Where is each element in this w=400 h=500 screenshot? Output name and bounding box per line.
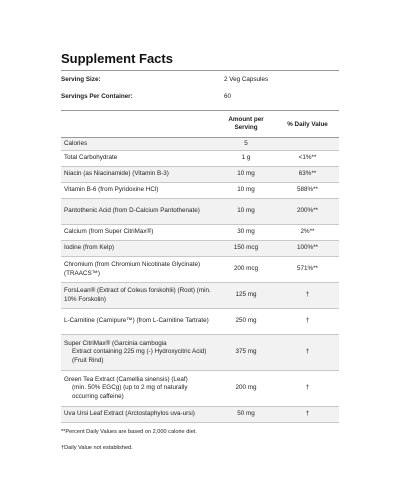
nutrient-name-cell bbox=[61, 154, 216, 163]
nutrient-name: Niacin (as Niacinamide) (Vitamin B-3) bbox=[64, 170, 169, 178]
daily-value-cell: 588%** bbox=[296, 186, 318, 194]
daily-value-cell: † bbox=[305, 348, 310, 356]
amount-cell: 125 mg bbox=[235, 291, 257, 299]
nutrient-name-cell bbox=[61, 207, 216, 216]
nutrient-name: Uva Ursi Leaf Extract (Arctostaphylos uva-ursi) bbox=[64, 410, 195, 418]
table-row bbox=[61, 241, 339, 257]
nutrient-name-cell bbox=[61, 287, 216, 304]
nutrient-sub-detail: (min. 50% EGCg) (up to 2 mg of naturally occurring caffeine) bbox=[72, 384, 188, 400]
nutrient-name-cell bbox=[61, 340, 216, 366]
table-row bbox=[61, 309, 339, 335]
servings-per-container-row bbox=[61, 88, 339, 105]
amount-header: Amount per Serving bbox=[228, 116, 264, 131]
amount-cell: 5 bbox=[244, 139, 248, 147]
amount-cell: 10 mg bbox=[237, 207, 255, 215]
daily-value-header: % Daily Value bbox=[287, 120, 328, 128]
nutrient-name: L-Carnitine (Carnipure™) (from L-Carnitine Tartrate) bbox=[64, 317, 209, 325]
nutrient-name-cell bbox=[61, 410, 216, 419]
daily-value-cell: † bbox=[305, 384, 310, 392]
table-row bbox=[61, 183, 339, 199]
daily-value-cell: <1%** bbox=[298, 154, 317, 162]
serving-size-row bbox=[61, 71, 339, 88]
amount-cell: 50 mg bbox=[237, 410, 255, 418]
nutrient-name: Iodine (from Kelp) bbox=[64, 244, 115, 252]
table-row bbox=[61, 167, 339, 183]
serving-size-label: Serving Size: bbox=[61, 75, 101, 83]
daily-value-cell: † bbox=[305, 317, 310, 325]
footnotes bbox=[61, 428, 339, 452]
table-row bbox=[61, 407, 339, 423]
percent-daily-value-note: **Percent Daily Values are based on 2,000 calorie diet. bbox=[61, 429, 197, 435]
serving-size-value: 2 Veg Capsules bbox=[224, 75, 269, 83]
nutrient-name: Green Tea Extract (Camellia sinensis) (Leaf) bbox=[64, 375, 188, 383]
amount-cell: 200 mg bbox=[235, 384, 257, 392]
table-row bbox=[61, 335, 339, 371]
table-row bbox=[61, 283, 339, 309]
amount-cell: 250 mg bbox=[235, 317, 257, 325]
amount-cell: 10 mg bbox=[237, 186, 255, 194]
nutrient-name-cell bbox=[61, 228, 216, 237]
amount-cell: 375 mg bbox=[235, 348, 257, 356]
table-header bbox=[61, 110, 339, 138]
nutrient-name-cell bbox=[61, 261, 216, 278]
nutrient-name-cell bbox=[61, 376, 216, 402]
daily-value-cell: 200%** bbox=[296, 207, 318, 215]
daily-value-cell: 100%** bbox=[296, 244, 318, 252]
nutrient-name-cell bbox=[61, 170, 216, 179]
daily-value-cell: † bbox=[305, 410, 310, 418]
nutrient-table bbox=[61, 138, 339, 423]
nutrient-name: Chromium (from Chromium Nicotinate Glycinate) (TRAACS™) bbox=[64, 260, 201, 277]
nutrient-name-cell bbox=[61, 317, 216, 326]
amount-cell: 200 mcg bbox=[233, 265, 259, 273]
nutrient-sub-detail: Extract containing 225 mg (-) Hydroxycitric Acid) (Fruit Rind) bbox=[72, 348, 207, 364]
servings-per-container-label: Servings Per Container: bbox=[61, 92, 133, 100]
nutrient-name: Calories bbox=[64, 139, 88, 147]
table-row bbox=[61, 225, 339, 241]
amount-cell: 30 mg bbox=[237, 228, 255, 236]
nutrient-name: Calcium (from Super CitriMax®) bbox=[64, 228, 154, 236]
nutrient-name-cell bbox=[61, 244, 216, 253]
table-row bbox=[61, 199, 339, 225]
nutrient-name: Total Carbohydrate bbox=[64, 154, 118, 162]
table-row bbox=[61, 151, 339, 167]
servings-per-container-value: 60 bbox=[224, 92, 232, 100]
nutrient-name: Vitamin B-6 (from Pyridoxine HCl) bbox=[64, 186, 159, 194]
nutrient-name: Super CitriMax® (Garcinia cambogia bbox=[64, 339, 167, 347]
table-row bbox=[61, 138, 339, 151]
nutrient-name-cell bbox=[61, 186, 216, 195]
nutrient-name-cell bbox=[61, 140, 216, 149]
daily-value-not-established-note: †Daily Value not established. bbox=[61, 445, 133, 451]
nutrient-name: Pantothenic Acid (from D-Calcium Pantothenate) bbox=[64, 207, 200, 215]
daily-value-cell: 571%** bbox=[296, 265, 318, 273]
daily-value-cell: 2%** bbox=[300, 228, 315, 236]
daily-value-cell: † bbox=[305, 291, 310, 299]
amount-cell: 1 g bbox=[241, 154, 251, 162]
supplement-facts-panel bbox=[61, 52, 339, 460]
amount-cell: 150 mcg bbox=[233, 244, 259, 252]
table-row bbox=[61, 257, 339, 283]
nutrient-name: ForsLean® (Extract of Coleus forskohlii) (Root) (min. 10% Forskolin) bbox=[64, 286, 211, 303]
daily-value-cell: 63%** bbox=[298, 170, 317, 178]
table-row bbox=[61, 371, 339, 407]
amount-cell: 10 mg bbox=[237, 170, 255, 178]
panel-title: Supplement Facts bbox=[61, 51, 173, 66]
